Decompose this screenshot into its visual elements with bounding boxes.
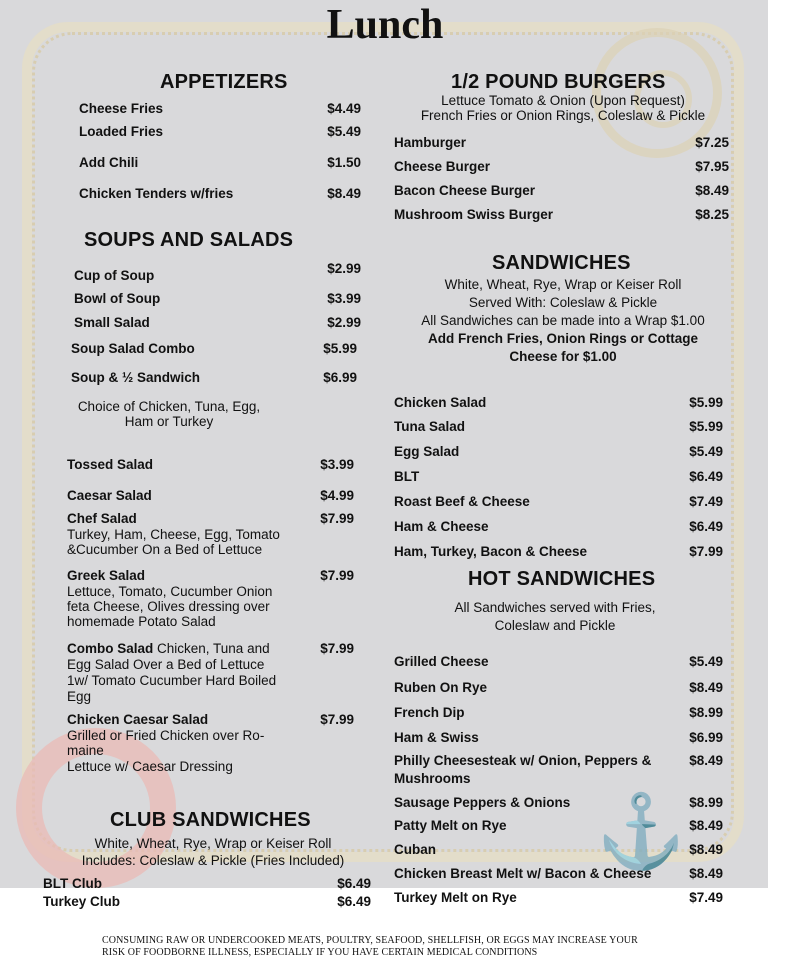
menu-item-price: $5.49 bbox=[327, 124, 361, 139]
menu-item-description: Grilled or Fried Chicken over Ro- bbox=[67, 728, 265, 743]
menu-item-price: $7.49 bbox=[689, 494, 723, 509]
menu-item-price: $8.49 bbox=[695, 183, 729, 198]
menu-item-name-line bbox=[67, 641, 270, 657]
club-subtitle: White, Wheat, Rye, Wrap or Keiser Roll bbox=[94, 836, 332, 851]
menu-item-price: $1.50 bbox=[327, 155, 361, 170]
menu-item-description: Lettuce w/ Caesar Dressing bbox=[67, 759, 233, 774]
menu-item-description: &Cucumber On a Bed of Lettuce bbox=[67, 542, 263, 557]
menu-item-price: $6.49 bbox=[337, 876, 371, 891]
menu-item-name: Ham, Turkey, Bacon & Cheese bbox=[394, 544, 588, 559]
disclaimer-line: CONSUMING RAW OR UNDERCOOKED MEATS, POULTRY, SEAFOOD, SHELLFISH, OR EGGS MAY INCREASE YOUR bbox=[102, 935, 638, 946]
menu-item-description: 1w/ Tomato Cucumber Hard Boiled bbox=[67, 673, 277, 688]
menu-item-description: Egg bbox=[67, 689, 92, 704]
menu-item-name: Chicken Salad bbox=[394, 395, 487, 410]
menu-item-price: $7.99 bbox=[320, 712, 354, 727]
menu-item-price: $7.95 bbox=[695, 159, 729, 174]
menu-item-name: Ham & Cheese bbox=[394, 519, 489, 534]
menu-item-name: Patty Melt on Rye bbox=[394, 818, 507, 833]
menu-item-name: Turkey Club bbox=[43, 894, 121, 909]
menu-item-price: $8.49 bbox=[689, 842, 723, 857]
menu-item-name: Tossed Salad bbox=[67, 457, 154, 472]
menu-item-name: Caesar Salad bbox=[67, 488, 152, 503]
menu-item-price: $6.99 bbox=[689, 730, 723, 745]
menu-item-name: Cup of Soup bbox=[74, 268, 155, 283]
menu-item-price: $8.49 bbox=[689, 753, 723, 768]
menu-item-name-tail: Chicken, Tuna and bbox=[153, 641, 270, 656]
menu-item-description: Lettuce, Tomato, Cucumber Onion bbox=[67, 584, 273, 599]
menu-item-name: Soup Salad Combo bbox=[71, 341, 195, 356]
menu-item-price: $8.49 bbox=[689, 866, 723, 881]
sandwiches-subtitle: All Sandwiches can be made into a Wrap $1.00 bbox=[421, 313, 705, 328]
menu-item-price: $8.99 bbox=[689, 705, 723, 720]
menu-item-price: $3.99 bbox=[320, 457, 354, 472]
anchor-icon: ⚓ bbox=[596, 792, 686, 872]
menu-item-name: Roast Beef & Cheese bbox=[394, 494, 530, 509]
menu-item-price: $8.49 bbox=[689, 680, 723, 695]
hot-heading: HOT SANDWICHES bbox=[468, 568, 656, 590]
menu-item-name: Greek Salad bbox=[67, 568, 146, 583]
menu-item-name: Philly Cheesesteak w/ Onion, Peppers & bbox=[394, 753, 652, 768]
menu-item-price: $6.99 bbox=[323, 370, 357, 385]
club-subtitle: Includes: Coleslaw & Pickle (Fries Included) bbox=[81, 853, 345, 868]
menu-item-price: $6.49 bbox=[689, 469, 723, 484]
menu-item-name: Grilled Cheese bbox=[394, 654, 489, 669]
food-safety-disclaimer bbox=[102, 935, 702, 959]
menu-item-name: BLT Club bbox=[43, 876, 102, 891]
menu-item-price: $8.49 bbox=[327, 186, 361, 201]
menu-item-price: $5.49 bbox=[689, 654, 723, 669]
menu-item-name: Hamburger bbox=[394, 135, 467, 150]
menu-item-price: $4.99 bbox=[320, 488, 354, 503]
menu-item-name: Cheese Fries bbox=[79, 101, 164, 116]
menu-item-name: Chef Salad bbox=[67, 511, 137, 526]
menu-item-price: $2.99 bbox=[327, 261, 361, 276]
soup-choice-note: Choice of Chicken, Tuna, Egg, bbox=[77, 399, 261, 414]
menu-item-price: $7.25 bbox=[695, 135, 729, 150]
menu-item-description: homemade Potato Salad bbox=[67, 614, 216, 629]
burgers-subtitle: Lettuce Tomato & Onion (Upon Request) bbox=[441, 93, 685, 108]
sandwiches-addon: Add French Fries, Onion Rings or Cottage bbox=[427, 331, 698, 346]
menu-item-price: $5.49 bbox=[689, 444, 723, 459]
appetizers-heading: APPETIZERS bbox=[160, 71, 288, 93]
menu-item-name: Bacon Cheese Burger bbox=[394, 183, 536, 198]
menu-item-price: $2.99 bbox=[327, 315, 361, 330]
menu-item-name: Chicken Breast Melt w/ Bacon & Cheese bbox=[394, 866, 652, 881]
disclaimer-line: RISK OF FOODBORNE ILLNESS, ESPECIALLY IF YOU HAVE CERTAIN MEDICAL CONDITIONS bbox=[102, 947, 538, 958]
menu-item-name: French Dip bbox=[394, 705, 465, 720]
sandwiches-heading: SANDWICHES bbox=[492, 252, 631, 274]
menu-item-name: Ruben On Rye bbox=[394, 680, 488, 695]
club-heading: CLUB SANDWICHES bbox=[110, 809, 311, 831]
sandwiches-subtitle: White, Wheat, Rye, Wrap or Keiser Roll bbox=[444, 277, 682, 292]
sandwiches-addon: Cheese for $1.00 bbox=[509, 349, 617, 364]
menu-item-price: $5.99 bbox=[689, 419, 723, 434]
menu-item-name: Ham & Swiss bbox=[394, 730, 479, 745]
hot-subtitle: Coleslaw and Pickle bbox=[494, 618, 616, 633]
menu-item-name-line2: Mushrooms bbox=[394, 771, 471, 786]
menu-item-name: Loaded Fries bbox=[79, 124, 164, 139]
menu-item-name: Tuna Salad bbox=[394, 419, 466, 434]
menu-item-price: $7.99 bbox=[320, 568, 354, 583]
menu-item-price: $7.99 bbox=[689, 544, 723, 559]
soup-choice-note: Ham or Turkey bbox=[124, 414, 214, 429]
menu-item-price: $5.99 bbox=[323, 341, 357, 356]
soups-heading: SOUPS AND SALADS bbox=[84, 229, 294, 251]
menu-item-name: Combo Salad bbox=[67, 641, 154, 656]
menu-item-name: BLT bbox=[394, 469, 420, 484]
menu-item-name: Soup & ½ Sandwich bbox=[71, 370, 201, 385]
menu-item-price: $7.49 bbox=[689, 890, 723, 905]
sandwiches-subtitle: Served With: Coleslaw & Pickle bbox=[468, 295, 658, 310]
menu-item-price: $8.49 bbox=[689, 818, 723, 833]
menu-item-price: $4.49 bbox=[327, 101, 361, 116]
menu-item-name: Small Salad bbox=[74, 315, 150, 330]
menu-item-description: maine bbox=[67, 743, 104, 758]
menu-item-price: $6.49 bbox=[337, 894, 371, 909]
menu-item-price: $8.25 bbox=[695, 207, 729, 222]
menu-title: Lunch bbox=[326, 2, 444, 48]
hot-subtitle: All Sandwiches served with Fries, bbox=[454, 600, 656, 615]
menu-item-name: Cuban bbox=[394, 842, 436, 857]
menu-item-description: Egg Salad Over a Bed of Lettuce bbox=[67, 657, 265, 672]
menu-item-price: $5.99 bbox=[689, 395, 723, 410]
menu-item-name: Sausage Peppers & Onions bbox=[394, 795, 571, 810]
menu-item-name: Chicken Caesar Salad bbox=[67, 712, 209, 727]
menu-item-description: feta Cheese, Olives dressing over bbox=[67, 599, 270, 614]
menu-item-name: Cheese Burger bbox=[394, 159, 491, 174]
menu-item-name: Bowl of Soup bbox=[74, 291, 161, 306]
burgers-heading: 1/2 POUND BURGERS bbox=[451, 71, 666, 93]
menu-item-name: Egg Salad bbox=[394, 444, 460, 459]
menu-item-name: Mushroom Swiss Burger bbox=[394, 207, 554, 222]
menu-item-name: Chicken Tenders w/fries bbox=[79, 186, 234, 201]
menu-item-price: $7.99 bbox=[320, 511, 354, 526]
burgers-subtitle: French Fries or Onion Rings, Coleslaw & Pickle bbox=[420, 108, 706, 123]
menu-item-price: $6.49 bbox=[689, 519, 723, 534]
menu-item-price: $3.99 bbox=[327, 291, 361, 306]
menu-item-price: $7.99 bbox=[320, 641, 354, 656]
menu-item-name: Turkey Melt on Rye bbox=[394, 890, 517, 905]
menu-item-description: Turkey, Ham, Cheese, Egg, Tomato bbox=[67, 527, 280, 542]
menu-item-price: $8.99 bbox=[689, 795, 723, 810]
menu-item-name: Add Chili bbox=[79, 155, 139, 170]
